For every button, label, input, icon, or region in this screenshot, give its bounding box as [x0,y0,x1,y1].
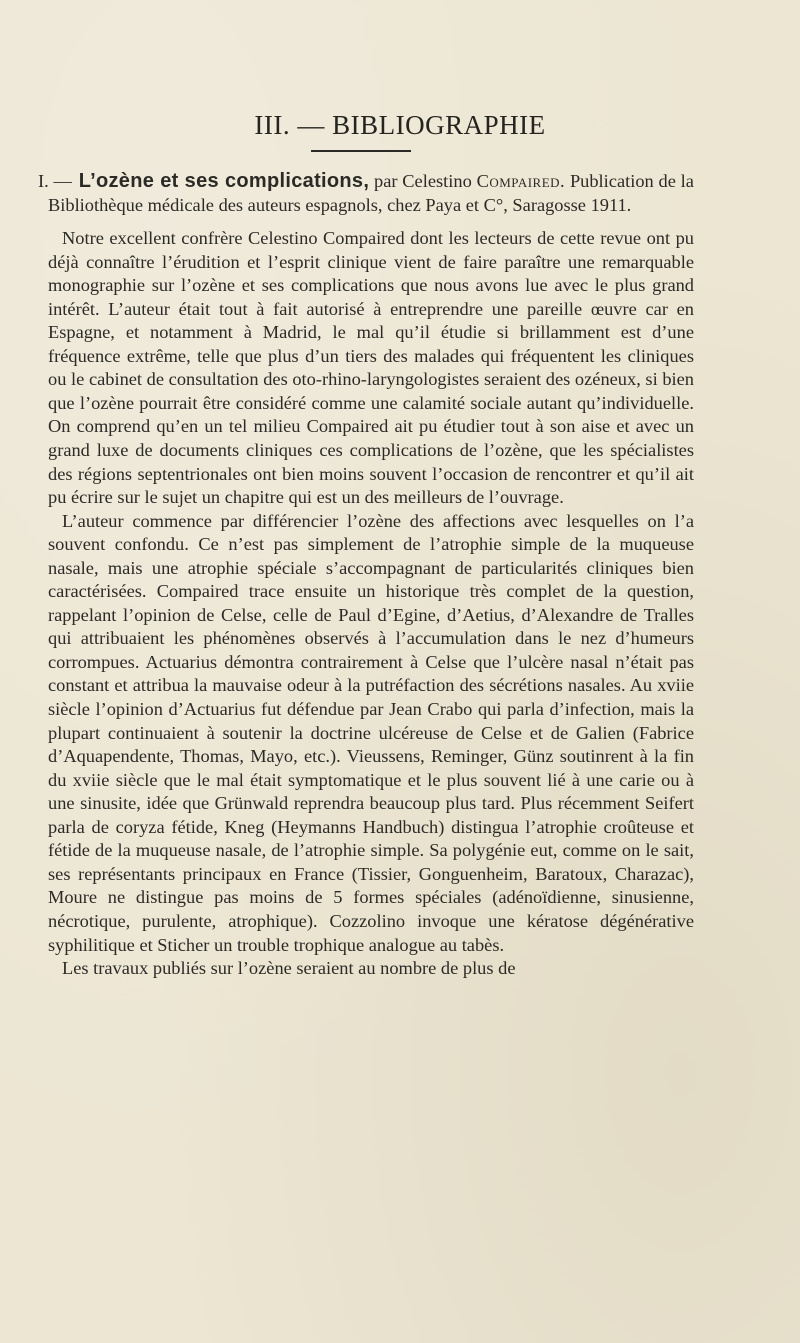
paragraph-2: L’auteur commence par différencier l’ozène des affections avec lesquelles on l’a souvent confondu. Ce n’est pas simplement de l’atrophie simple de la muqueuse nasale, mais une atrophie spéciale s’accompagnant de particularités cliniques bien caractérisées. Compaired trace ensuite un historique très complet de la question, rappelant l’opinion de Celse, celle de Paul d’Egine, d’Aetius, d’Alexandre de Tralles qui attribuaient les phénomènes observés à l’accumulation dans le nez d’humeurs corrompues. Actuarius démontra contrairement à Celse que l’ulcère nasal n’était pas constant et attribua la mauvaise odeur à la putréfaction des sécrétions nasales. Au xviie siècle l’opinion d’Actuarius fut défendue par Jean Crabo qui parla d’infection, mais la plupart continuaient à soutenir la doctrine ulcéreuse de Celse et de Galien (Fabrice d’Aquapendente, Thomas, Mayo, etc.). Vieussens, Reminger, Günz soutinrent à la fin du xviie siècle que le mal était symptomatique et le plus souvent lié à une carie ou à une sinusite, idée que Grünwald reprendra beaucoup plus tard. Plus récemment Seifert parla de coryza fétide, Kneg (Heymanns Handbuch) distingua l’atrophie croûteuse et fétide de la muqueuse nasale, de l’atrophie simple. Sa polygénie eut, comme on le sait, ses représentants principaux en France (Tissier, Gonguenheim, Baratoux, Charazac), Moure ne distingue pas moins de 5 formes spéciales (adénoïdienne, sinusienne, nécrotique, purulente, atrophique). Cozzolino invoque une kératose dégénérative syphilitique et Sticher un trouble trophique analogue au tabès. [48,510,694,955]
entry-author-surname: Compaired. [476,171,566,191]
entry-title: L’ozène et ses complications, [78,170,370,192]
paragraph-1: Notre excellent confrère Celestino Compaired dont les lecteurs de cette revue ont pu déjà connaître l’érudition et l’esprit clinique vient de faire paraître une remarquable monographie sur l’ozène et ses complications que nous avons lue avec le plus grand intérêt. L’auteur était tout à fait autorisé à entreprendre une pareille œuvre car en Espagne, et notamment à Madrid, le mal qu’il étudie si brillamment est d’une fréquence extrême, telle que plus d’un tiers des malades qui fréquentent les cliniques ou le cabinet de consultation des oto-rhino-laryngologistes seraient des ozéneux, si bien que l’ozène pourrait être considéré comme une calamité sociale autant qu’individuelle. On comprend qu’en un tel milieu Compaired ait pu étudier tout à son aise et avec un grand luxe de documents cliniques ces complications de l’ozène, que les spécialistes des régions septentrionales ont bien moins souvent l’occasion de rencontrer et qu’il ait pu écrire sur le sujet un chapitre qui est un des meilleurs de l’ouvrage. [48,228,694,508]
body-text [38,170,694,981]
heading-underline [311,150,411,152]
paragraph-3: Les travaux publiés sur l’ozène seraient au nombre de plus de [62,958,516,979]
section-heading: III. — BIBLIOGRAPHIE [254,110,546,140]
entry-number: I. — [38,171,72,191]
entry-author-prefix: par Celestino [374,171,472,191]
entry-publication: Publication de la Bibliothèque médicale des auteurs espagnols, chez Paya et C°, Saragosse 1911. [48,171,694,215]
bibliography-entry [38,170,694,217]
